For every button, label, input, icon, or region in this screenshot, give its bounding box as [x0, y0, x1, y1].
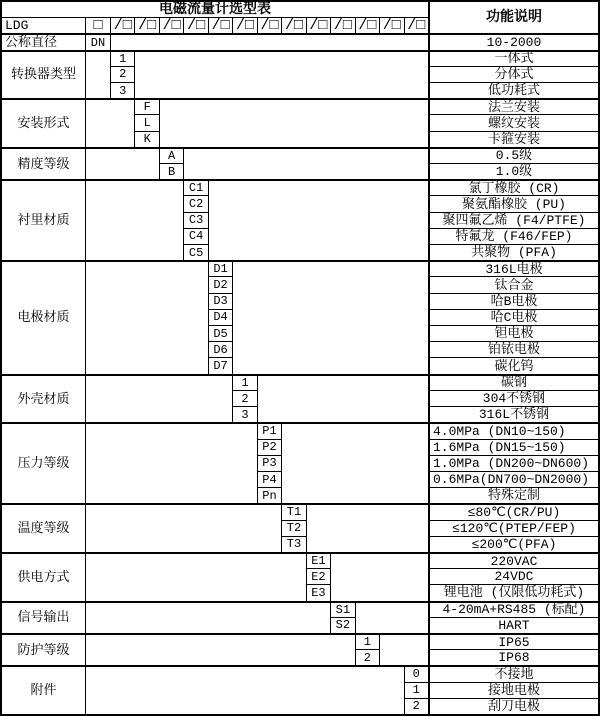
option-code-cell: P4 [258, 472, 281, 487]
option-desc-cell: 聚氨酯橡胶 (PU) [429, 196, 598, 211]
option-code-cell: T3 [282, 537, 305, 552]
spacer-cell [258, 375, 428, 423]
model-code-slash-box: /□ [356, 18, 379, 33]
spacer-cell [380, 634, 428, 665]
option-desc-cell: 钛合金 [429, 277, 598, 292]
group-label: 外壳材质 [2, 375, 85, 423]
option-desc-cell: 不接地 [429, 666, 598, 681]
spacer-cell [86, 99, 134, 147]
option-desc-cell: 低功耗式 [429, 83, 598, 98]
option-code-cell: P1 [258, 423, 281, 438]
option-desc-cell: 法兰安装 [429, 99, 598, 114]
option-code-cell: 1 [405, 683, 428, 698]
option-code-cell: D2 [209, 277, 232, 292]
option-code-cell: P2 [258, 440, 281, 455]
option-code-cell: 3 [233, 407, 256, 422]
group-label: 压力等级 [2, 423, 85, 503]
spacer-cell [233, 261, 428, 373]
option-desc-cell: 0.6MPa(DN700~DN2000) [429, 472, 598, 487]
spacer-cell [86, 602, 330, 633]
option-code-cell: B [160, 164, 183, 179]
option-desc-cell: 316L不锈钢 [429, 407, 598, 422]
option-code-cell: 1 [356, 634, 379, 649]
spacer-cell [331, 553, 428, 601]
option-desc-cell: IP68 [429, 650, 598, 665]
model-code-label: LDG [2, 18, 85, 33]
option-desc-cell: 接地电极 [429, 683, 598, 698]
spacer-cell [160, 99, 428, 147]
option-desc-cell: HART [429, 618, 598, 633]
option-desc-cell: 特氟龙 (F46/FEP) [429, 229, 598, 244]
option-code-cell: 0 [405, 666, 428, 681]
spacer-cell [86, 148, 159, 179]
option-desc-cell: 哈C电极 [429, 310, 598, 325]
spacer-cell [86, 51, 110, 99]
option-code-cell: D5 [209, 326, 232, 341]
option-desc-cell: 卡箍安装 [429, 132, 598, 147]
option-desc-cell: 铂铱电极 [429, 342, 598, 357]
spacer-cell [307, 504, 428, 552]
option-desc-cell: 碳化钨 [429, 358, 598, 373]
option-desc-cell: 共聚物 (PFA) [429, 245, 598, 260]
option-desc-cell: ≤120℃(PTEP/FEP) [429, 521, 598, 536]
option-desc-cell: 0.5级 [429, 148, 598, 163]
spacer-cell [86, 634, 355, 665]
option-code-cell: T1 [282, 504, 305, 519]
spacer-cell [86, 261, 208, 373]
option-code-cell: T2 [282, 521, 305, 536]
group-label: 供电方式 [2, 553, 85, 601]
option-desc-cell: 316L电极 [429, 261, 598, 276]
spacer-cell [86, 504, 281, 552]
function-desc-header: 功能说明 [429, 2, 598, 33]
model-code-slash-box: /□ [209, 18, 232, 33]
option-code-cell: 1 [111, 51, 134, 66]
option-code-cell: D4 [209, 310, 232, 325]
option-code-cell: 3 [111, 83, 134, 98]
option-code-cell: L [135, 115, 158, 130]
group-label: 电极材质 [2, 261, 85, 373]
option-code-cell: C4 [184, 229, 207, 244]
model-code-slash-box: /□ [405, 18, 428, 33]
option-desc-cell: 锂电池 (仅限低功耗式) [429, 585, 598, 600]
option-code-cell: 1 [233, 375, 256, 390]
option-desc-cell: 304不锈钢 [429, 391, 598, 406]
option-code-cell: A [160, 148, 183, 163]
option-desc-cell: 1.0级 [429, 164, 598, 179]
option-code-cell: 2 [405, 699, 428, 714]
model-code-slash-box: /□ [160, 18, 183, 33]
option-code-cell: D6 [209, 342, 232, 357]
option-code-cell: E2 [307, 569, 330, 584]
option-code-cell: 2 [233, 391, 256, 406]
option-code-cell: C3 [184, 213, 207, 228]
group-label: 安装形式 [2, 99, 85, 147]
option-desc-cell: 聚四氟乙烯 (F4/PTFE) [429, 213, 598, 228]
option-desc-cell: 4-20mA+RS485 (标配) [429, 602, 598, 617]
option-code-cell: Pn [258, 488, 281, 503]
group-label: 精度等级 [2, 148, 85, 179]
option-desc-cell: 螺纹安装 [429, 115, 598, 130]
option-desc-cell: 10-2000 [429, 34, 598, 49]
option-desc-cell: 4.0MPa (DN10~150) [429, 423, 598, 438]
option-code-cell: S2 [331, 618, 354, 633]
model-code-slash-box: /□ [233, 18, 256, 33]
spacer-cell [86, 666, 404, 714]
option-code-cell: D3 [209, 294, 232, 309]
spacer-cell [86, 180, 183, 260]
model-code-box: □ [86, 18, 110, 33]
model-code-slash-box: /□ [282, 18, 305, 33]
option-desc-cell: IP65 [429, 634, 598, 649]
table-title: 电磁流量计选型表 [2, 2, 428, 17]
model-code-slash-box: /□ [380, 18, 403, 33]
spacer-cell [135, 51, 428, 99]
option-desc-cell: 220VAC [429, 553, 598, 568]
option-code-cell: D7 [209, 358, 232, 373]
option-code-cell: E3 [307, 585, 330, 600]
option-code-cell: C5 [184, 245, 207, 260]
option-code-cell: K [135, 132, 158, 147]
option-desc-cell: 1.0MPa (DN200~DN600) [429, 456, 598, 471]
group-label-diameter: 公称直径 [2, 34, 85, 49]
option-desc-cell: 刮刀电极 [429, 699, 598, 714]
option-desc-cell: 特殊定制 [429, 488, 598, 503]
group-label: 转换器类型 [2, 51, 85, 99]
spacer-cell [209, 180, 428, 260]
spacer-cell [86, 375, 232, 423]
option-code-cell: E1 [307, 553, 330, 568]
selection-table-grid [2, 2, 598, 714]
spacer-cell [282, 423, 428, 503]
option-desc-cell: 1.6MPa (DN15~150) [429, 440, 598, 455]
model-code-slash-box: /□ [307, 18, 330, 33]
option-code-cell: 2 [111, 67, 134, 82]
group-label: 防护等级 [2, 634, 85, 665]
group-label: 附件 [2, 666, 85, 714]
group-label: 信号输出 [2, 602, 85, 633]
option-desc-cell: 氯丁橡胶 (CR) [429, 180, 598, 195]
option-code-cell: C2 [184, 196, 207, 211]
option-desc-cell: 钽电极 [429, 326, 598, 341]
spacer-cell [86, 423, 257, 503]
option-code-cell: D1 [209, 261, 232, 276]
option-desc-cell: ≤80℃(CR/PU) [429, 504, 598, 519]
model-code-slash-box: /□ [184, 18, 207, 33]
model-code-slash-box: /□ [331, 18, 354, 33]
option-desc-cell: 哈B电极 [429, 294, 598, 309]
spacer-cell [356, 602, 428, 633]
group-label: 温度等级 [2, 504, 85, 552]
option-code-cell: C1 [184, 180, 207, 195]
option-desc-cell: 24VDC [429, 569, 598, 584]
spacer-cell [184, 148, 428, 179]
model-code-slash-box: /□ [258, 18, 281, 33]
option-desc-cell: ≤200℃(PFA) [429, 537, 598, 552]
option-desc-cell: 分体式 [429, 67, 598, 82]
option-desc-cell: 碳钢 [429, 375, 598, 390]
option-desc-cell: 一体式 [429, 51, 598, 66]
group-label: 衬里材质 [2, 180, 85, 260]
option-code-cell: P3 [258, 456, 281, 471]
model-code-slash-box: /□ [111, 18, 134, 33]
option-code-cell: DN [86, 34, 110, 49]
spacer-cell [86, 553, 306, 601]
spacer-cell [111, 34, 428, 49]
option-code-cell: F [135, 99, 158, 114]
option-code-cell: S1 [331, 602, 354, 617]
option-code-cell: 2 [356, 650, 379, 665]
model-code-slash-box: /□ [135, 18, 158, 33]
